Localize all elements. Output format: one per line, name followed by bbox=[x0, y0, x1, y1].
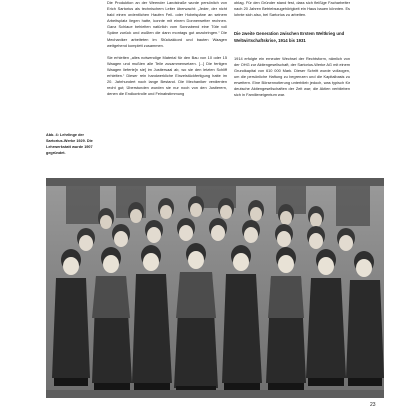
paragraph: Die Produktion an der Weender Landstraße wurde persönlich von Erich Sartorius als technischem Leiter überwacht: „Jeder, der nicht bald einen ordentlichen Haufen Feil- oder Hobelspäne an seinem Arbeitsplatz liegen hatte, konnte mit einem Donnerwetter rechnen. Ganz Schlaue behielten natürlich vom Sonnabend eine Tüte voll Späne zurück und wußten die dann montags gut anzubringen.“ Die Mechaniker arbeiteten im Stückakkord und bauten Waagen weitgehend komplett zusammen. bbox=[107, 0, 227, 48]
paragraph: Sie erhielten „alles notwendige Material für den Bau von 10 oder 15 Waagen und mußten alle Teile zusammensetzen. [...] Die fertigen Waagen lieferte[n sie] im Justiersaal ab, wo sie den letzten Schliff erhielten.“ Dieser rein handwerkliche Einzelstückfertigung hatte im 20. Jahrhundert noch lange Bestand. Die Mechaniker verdienten recht gut; Überstunden wurden sie nur noch von den Justierern, denen die Endkontrolle und Feinabstimmung bbox=[107, 54, 227, 97]
photo-image bbox=[46, 178, 384, 398]
section-heading: Die zweite Generation zwischen Erstem Weltkrieg und Weltwirtschaftskrise, 1914 bis 1931 bbox=[234, 31, 345, 43]
paragraph: oblag. Für den Gründer stand fest, dass sich fleißige Facharbeiter nach 20 Jahren Betriebszugehörigkeit ein Haus bauen könnten. Es lohnte sich also, bei Sartorius zu arbeiten. bbox=[234, 0, 350, 18]
figure-caption: Abb. 4: Lehrlinge der Sartorius-Werke 1929. Die Lehrwerkstatt wurde 1907 gegründet. bbox=[46, 133, 93, 156]
paragraph: 1914 erfolgte ein erneuter Wechsel der Rechtsform, nämlich von der OHG zur Aktiengesellschaft, der Sartorius-Werke AG mit einem Grundkapital von 610 000 Mark. Dieser Schritt wurde vollzogen, um die persönliche Haftung zu begrenzen und die Kapitalbasis zu erweitern. Eine Börsennotierung unterblieb jedoch, was typisch für deutsche Aktiengesellschaften der Zeit war; die Aktien verblieben sich in Familieneigentum war. bbox=[234, 55, 350, 98]
page-number: 23 bbox=[370, 402, 376, 408]
text-column-right bbox=[234, 0, 350, 99]
text-column-middle bbox=[107, 0, 227, 97]
group-photo bbox=[46, 178, 384, 398]
